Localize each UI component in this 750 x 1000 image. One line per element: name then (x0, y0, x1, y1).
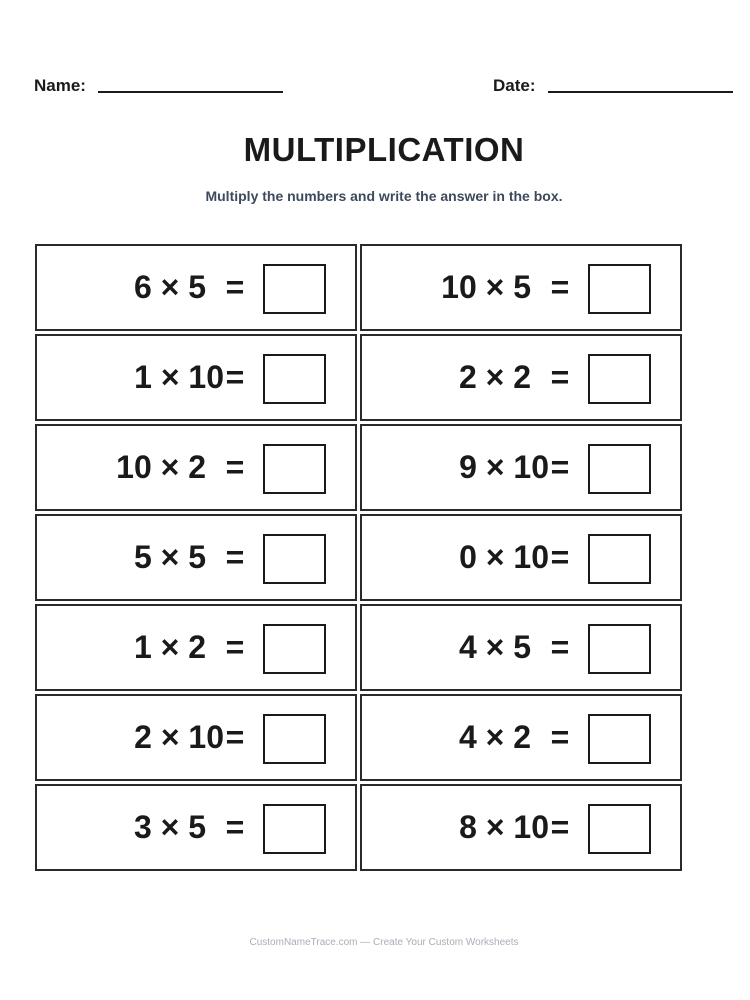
equals-sign: = (550, 269, 570, 305)
problem-cell (360, 334, 682, 421)
instructions: Multiply the numbers and write the answer in the box. (205, 188, 563, 204)
factor-b: 2 (513, 359, 531, 395)
problem-expression (362, 606, 553, 689)
expression-text (459, 449, 553, 486)
expression-text (134, 809, 228, 846)
name-field (34, 76, 283, 96)
expression-text (134, 719, 228, 756)
problem-expression (362, 336, 553, 419)
equals-sign: = (225, 449, 245, 485)
times-sign: × (160, 539, 180, 575)
problem-expression (37, 336, 228, 419)
expression-text (134, 629, 228, 666)
name-label: Name: (34, 76, 86, 95)
problem-cell (35, 694, 357, 781)
times-sign: × (485, 809, 505, 845)
factor-a: 2 (458, 359, 477, 395)
factor-a: 1 (134, 359, 152, 395)
problem-cell (360, 784, 682, 871)
times-sign: × (485, 719, 505, 755)
equals-sign: = (550, 359, 570, 395)
expression-text (116, 449, 228, 486)
expression-text (459, 629, 553, 666)
answer-box[interactable] (263, 444, 326, 494)
answer-box[interactable] (588, 804, 651, 854)
factor-b: 5 (188, 539, 206, 575)
factor-b: 10 (513, 539, 549, 575)
times-sign: × (485, 269, 505, 305)
problem-cell (360, 694, 682, 781)
equals-sign: = (550, 809, 570, 845)
factor-a: 10 (116, 449, 152, 485)
equals-sign: = (550, 719, 570, 755)
expression-text (459, 359, 553, 396)
problem-expression (362, 696, 553, 779)
answer-box[interactable] (588, 444, 651, 494)
answer-box[interactable] (588, 534, 651, 584)
factor-b: 2 (188, 449, 206, 485)
answer-box[interactable] (588, 714, 651, 764)
factor-b: 10 (513, 449, 549, 485)
page-title: MULTIPLICATION (243, 131, 525, 168)
factor-b: 2 (513, 719, 531, 755)
date-field (493, 76, 733, 96)
factor-b: 5 (188, 809, 206, 845)
equals-sign: = (550, 449, 570, 485)
equals-sign: = (225, 539, 245, 575)
equals-sign: = (550, 629, 570, 665)
equals-sign: = (550, 539, 570, 575)
factor-a: 6 (133, 269, 152, 305)
expression-text (459, 719, 553, 756)
problem-expression (37, 606, 228, 689)
problem-cell (360, 604, 682, 691)
problem-cell (360, 514, 682, 601)
problem-expression (362, 516, 553, 599)
equals-sign: = (225, 719, 245, 755)
problem-cell (35, 514, 357, 601)
factor-b: 2 (188, 629, 206, 665)
expression-text (459, 539, 553, 576)
times-sign: × (160, 269, 180, 305)
factor-b: 10 (188, 359, 224, 395)
factor-a: 4 (458, 719, 477, 755)
factor-b: 10 (188, 719, 224, 755)
answer-box[interactable] (263, 534, 326, 584)
times-sign: × (160, 809, 180, 845)
expression-text (441, 269, 553, 306)
date-line[interactable] (548, 91, 733, 93)
header-row (34, 76, 736, 96)
answer-box[interactable] (588, 264, 651, 314)
answer-box[interactable] (263, 624, 326, 674)
expression-text (134, 269, 228, 306)
name-line[interactable] (98, 91, 283, 93)
times-sign: × (485, 629, 505, 665)
times-sign: × (485, 449, 505, 485)
answer-box[interactable] (263, 804, 326, 854)
factor-a: 2 (134, 719, 152, 755)
problem-expression (37, 786, 228, 869)
problem-cell (35, 784, 357, 871)
equals-sign: = (225, 269, 245, 305)
equals-sign: = (225, 359, 245, 395)
times-sign: × (485, 359, 505, 395)
factor-b: 5 (188, 269, 206, 305)
equals-sign: = (225, 629, 245, 665)
equals-sign: = (225, 809, 245, 845)
problem-cell (35, 424, 357, 511)
factor-a: 9 (459, 449, 477, 485)
answer-box[interactable] (588, 354, 651, 404)
factor-a: 8 (459, 809, 477, 845)
factor-a: 0 (459, 539, 477, 575)
factor-a: 10 (441, 269, 477, 305)
problem-grid (35, 244, 682, 871)
times-sign: × (160, 359, 180, 395)
problem-expression (37, 516, 228, 599)
expression-text (134, 359, 228, 396)
times-sign: × (160, 629, 180, 665)
answer-box[interactable] (263, 354, 326, 404)
problem-cell (35, 604, 357, 691)
factor-b: 5 (513, 629, 531, 665)
times-sign: × (160, 449, 180, 485)
answer-box[interactable] (263, 264, 326, 314)
expression-text (459, 809, 553, 846)
footer-credit: CustomNameTrace.com — Create Your Custom Worksheets (249, 937, 519, 948)
factor-b: 5 (513, 269, 531, 305)
times-sign: × (485, 539, 505, 575)
problem-expression (362, 246, 553, 329)
factor-a: 1 (133, 629, 152, 665)
problem-cell (35, 334, 357, 421)
problem-expression (362, 786, 553, 869)
problem-expression (362, 426, 553, 509)
times-sign: × (160, 719, 180, 755)
factor-a: 5 (133, 539, 152, 575)
problem-expression (37, 246, 228, 329)
problem-expression (37, 696, 228, 779)
factor-a: 3 (133, 809, 152, 845)
problem-cell (360, 244, 682, 331)
date-label: Date: (493, 76, 536, 95)
answer-box[interactable] (263, 714, 326, 764)
answer-box[interactable] (588, 624, 651, 674)
expression-text (134, 539, 228, 576)
problem-expression (37, 426, 228, 509)
problem-cell (360, 424, 682, 511)
factor-a: 4 (458, 629, 477, 665)
factor-b: 10 (513, 809, 549, 845)
problem-cell (35, 244, 357, 331)
